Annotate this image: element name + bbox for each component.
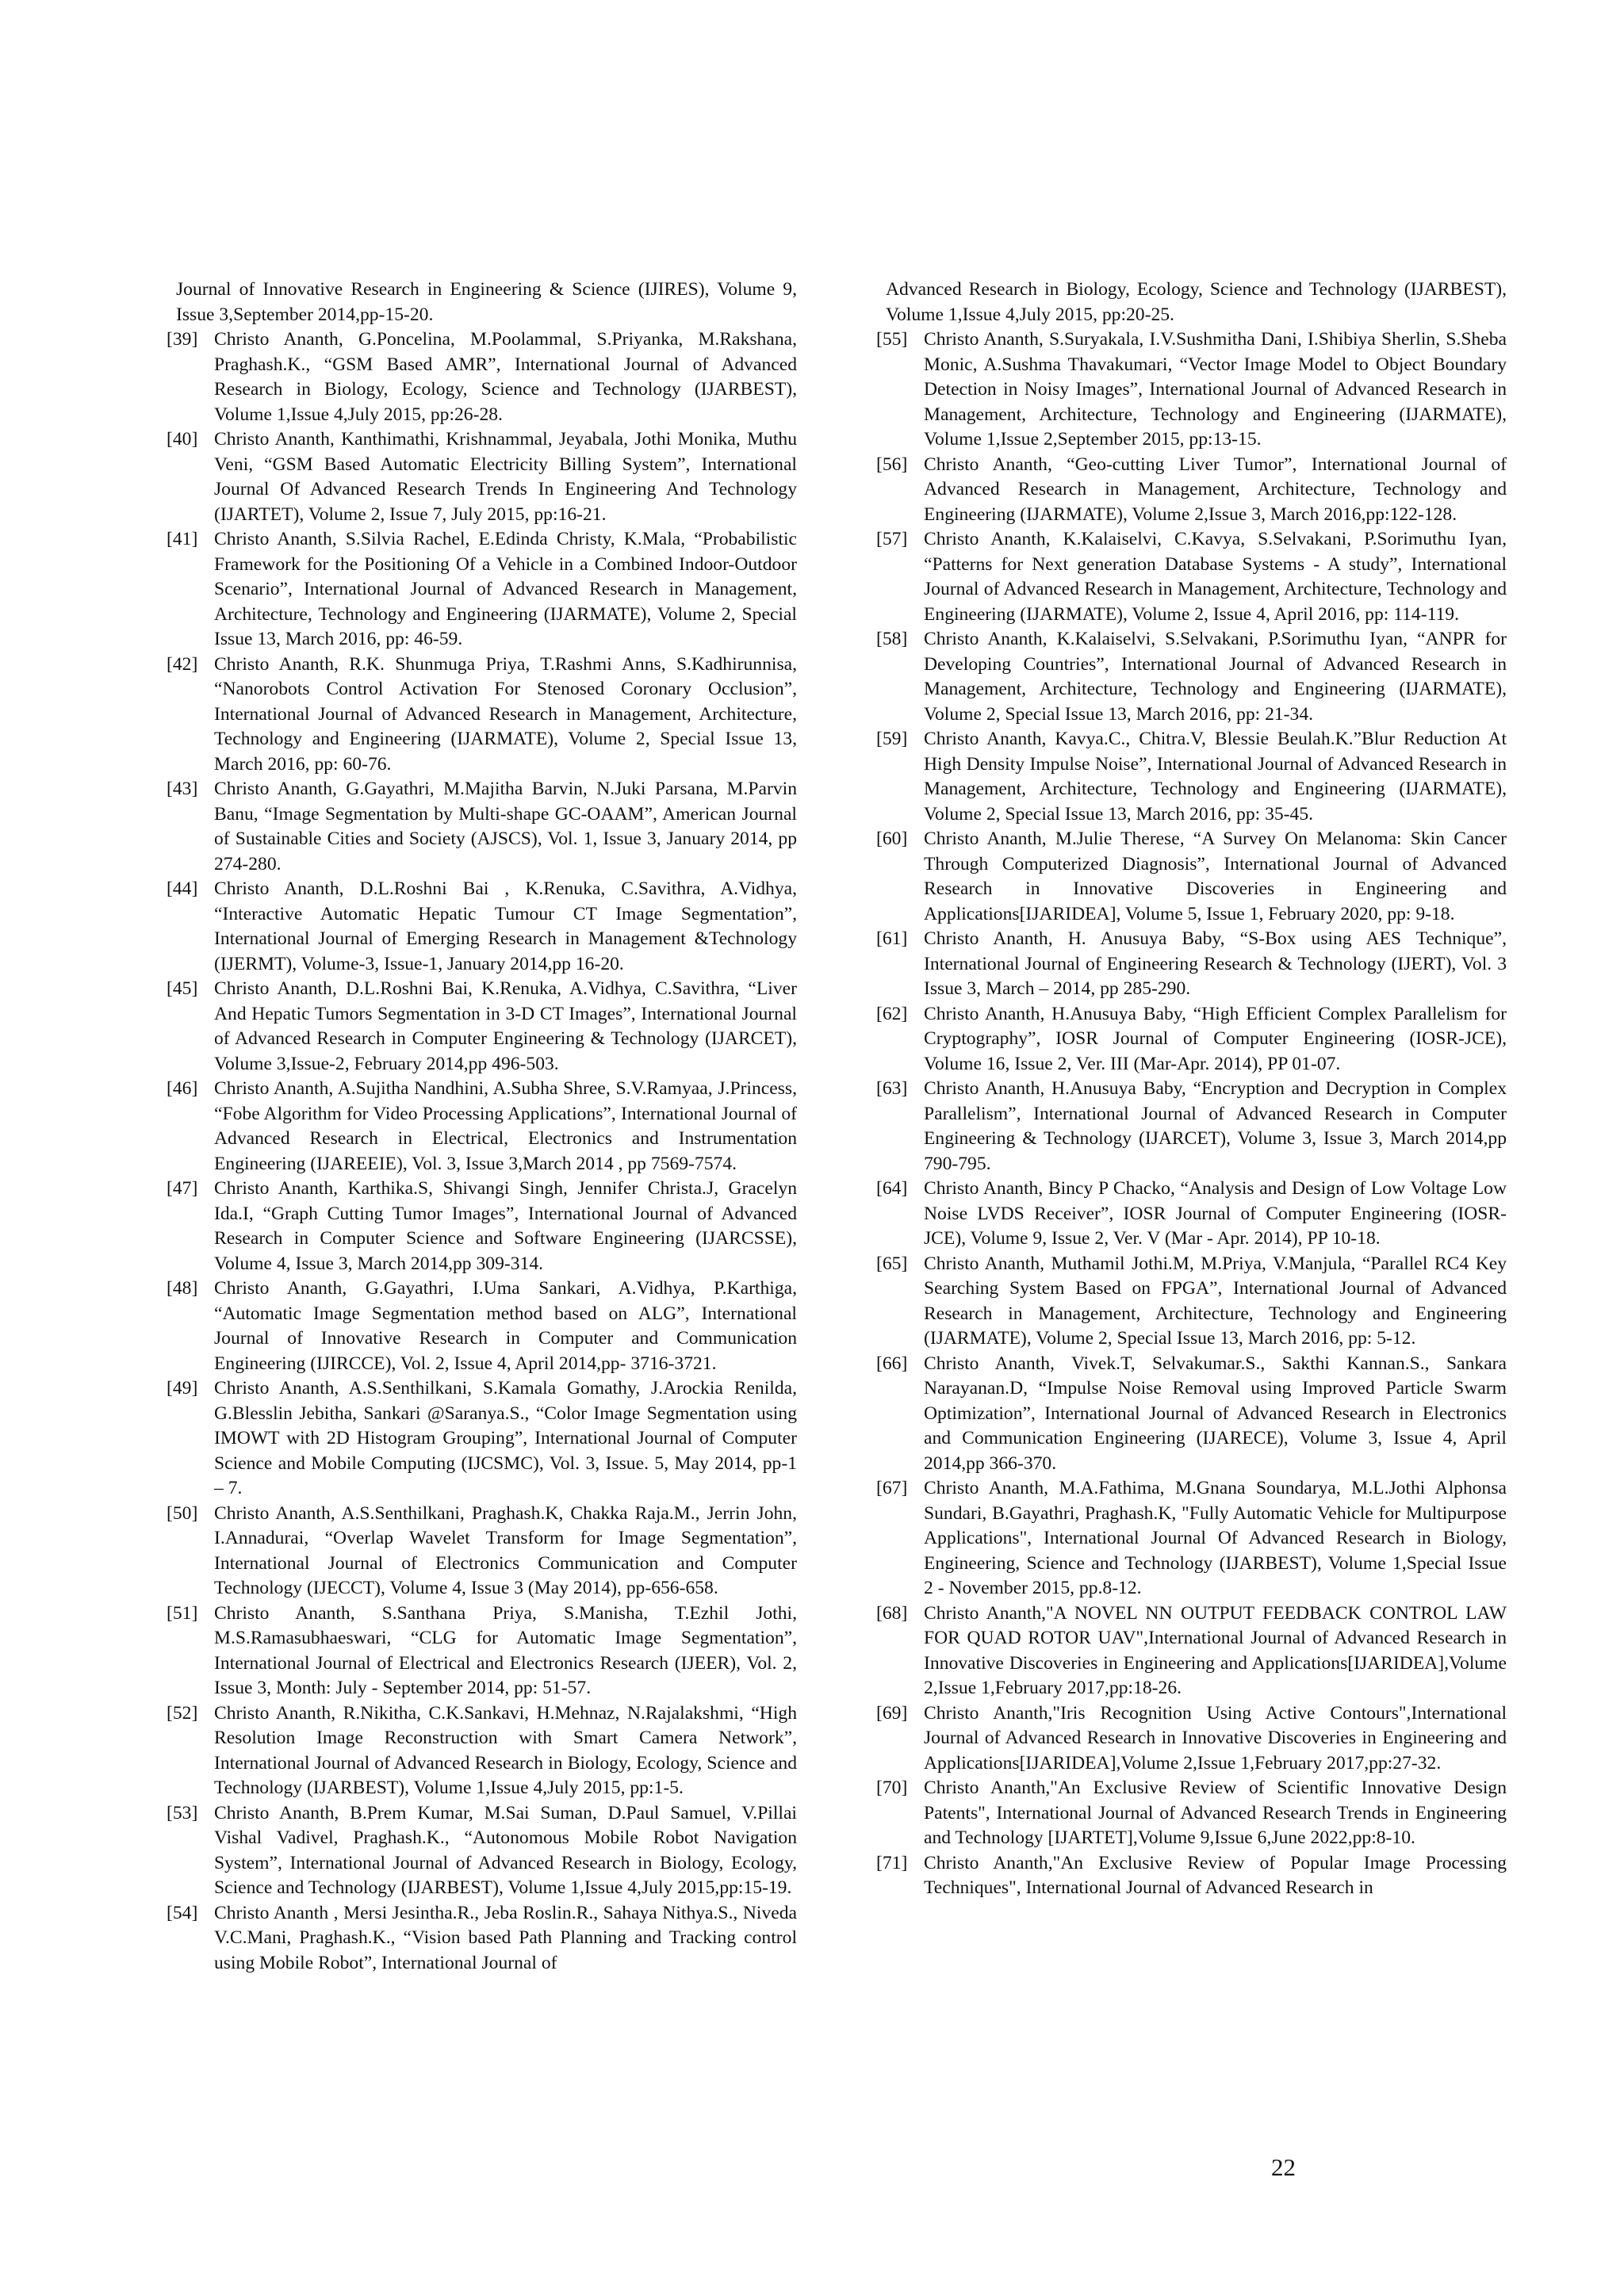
- reference-entry: [167, 977, 797, 1077]
- reference-text: Christo Ananth, D.L.Roshni Bai, K.Renuka, A.Vidhya, C.Savithra, “Liver And Hepatic Tumors Segmentation in 3-D CT Images”, International Journal of Advanced Research in Computer Engineering & Technology (IJARCET), Volume 3,Issue-2, February 2014,pp 496-503.: [214, 978, 797, 1074]
- reference-text: Christo Ananth , Mersi Jesintha.R., Jeba Roslin.R., Sahaya Nithya.S., Niveda V.C.Mani, Praghash.K., “Vision based Path Planning and Tracking control using Mobile Robot”, International Journal of: [214, 1902, 797, 1973]
- reference-text: Christo Ananth,"A NOVEL NN OUTPUT FEEDBACK CONTROL LAW FOR QUAD ROTOR UAV",International Journal of Advanced Research in Innovative Discoveries in Engineering and Applications[IJARIDEA],Volume 2,Issue 1,February 2017,pp:18-26.: [924, 1602, 1507, 1698]
- reference-number: [65]: [876, 1253, 908, 1274]
- reference-number: [62]: [876, 1003, 908, 1024]
- reference-entry: [876, 1701, 1507, 1777]
- reference-number: [45]: [167, 978, 198, 999]
- reference-number: [67]: [876, 1478, 908, 1498]
- reference-entry: [167, 1077, 797, 1177]
- reference-number: [60]: [876, 828, 908, 849]
- reference-text: Christo Ananth, H. Anusuya Baby, “S-Box using AES Technique”, International Journal of Engineering Research & Technology (IJERT), Vol. 3 Issue 3, March – 2014, pp 285-290.: [924, 928, 1507, 999]
- reference-text: Christo Ananth, A.S.Senthilkani, Praghash.K, Chakka Raja.M., Jerrin John, I.Annadurai, “Overlap Wavelet Transform for Image Segmentation”, International Journal of Electronics Communication and Computer Technology (IJECCT), Volume 4, Issue 3 (May 2014), pp-656-658.: [214, 1502, 797, 1598]
- reference-number: [43]: [167, 779, 198, 799]
- reference-text: Christo Ananth, Kanthimathi, Krishnammal, Jeyabala, Jothi Monika, Muthu Veni, “GSM Based Automatic Electricity Billing System”, International Journal Of Advanced Research Trends In Engineering And Technology (IJARTET), Volume 2, Issue 7, July 2015, pp:16-21.: [214, 429, 797, 525]
- reference-text: Christo Ananth, S.Silvia Rachel, E.Edinda Christy, K.Mala, “Probabilistic Framework for the Positioning Of a Vehicle in a Combined Indoor-Outdoor Scenario”, International Journal of Advanced Research in Management, Architecture, Technology and Engineering (IJARMATE), Volume 2, Special Issue 13, March 2016, pp: 46-59.: [214, 529, 797, 649]
- reference-number: [46]: [167, 1078, 198, 1099]
- reference-number: [44]: [167, 878, 198, 899]
- reference-entry: [167, 1177, 797, 1276]
- reference-entry: [876, 1002, 1507, 1077]
- reference-number: [57]: [876, 529, 908, 549]
- reference-entry: [167, 777, 797, 877]
- reference-text: Christo Ananth, S.Suryakala, I.V.Sushmitha Dani, I.Shibiya Sherlin, S.Sheba Monic, A.Sushma Thavakumari, “Vector Image Model to Object Boundary Detection in Noisy Images”, International Journal of Advanced Research in Management, Architecture, Technology and Engineering (IJARMATE), Volume 1,Issue 2,September 2015, pp:13-15.: [924, 329, 1507, 450]
- reference-number: [42]: [167, 653, 198, 675]
- reference-number: [52]: [167, 1702, 198, 1724]
- reference-text: Christo Ananth, “Geo-cutting Liver Tumor”, International Journal of Advanced Research in Management, Architecture, Technology and Engineering (IJARMATE), Volume 2,Issue 3, March 2016,pp:122-128.: [924, 453, 1507, 525]
- reference-text: Christo Ananth, D.L.Roshni Bai , K.Renuka, C.Savithra, A.Vidhya, “Interactive Automatic Hepatic Tumour CT Image Segmentation”, International Journal of Emerging Research in Management &Technology (IJERMT), Volume-3, Issue-1, January 2014,pp 16-20.: [214, 878, 797, 974]
- reference-entry: [167, 652, 797, 778]
- reference-entry: [876, 1851, 1507, 1901]
- reference-entry: [167, 1376, 797, 1502]
- reference-text: Christo Ananth, A.S.Senthilkani, S.Kamala Gomathy, J.Arockia Renilda, G.Blesslin Jebitha, Sankari @Saranya.S., “Color Image Segmentation using IMOWT with 2D Histogram Grouping”, International Journal of Computer Science and Mobile Computing (IJCSMC), Vol. 3, Issue. 5, May 2014, pp-1 – 7.: [214, 1378, 797, 1498]
- reference-text: Christo Ananth, K.Kalaiselvi, C.Kavya, S.Selvakani, P.Sorimuthu Iyan, “Patterns for Next generation Database Systems - A study”, International Journal of Advanced Research in Management, Architecture, Technology and Engineering (IJARMATE), Volume 2, Issue 4, April 2016, pp: 114-119.: [924, 529, 1507, 625]
- reference-entry: [876, 1077, 1507, 1177]
- right-column: [876, 277, 1507, 1901]
- reference-number: [51]: [167, 1602, 198, 1624]
- reference-text: Christo Ananth, Vivek.T, Selvakumar.S., Sakthi Kannan.S., Sankara Narayanan.D, “Impulse Noise Removal using Improved Particle Swarm Optimization”, International Journal of Advanced Research in Electronics and Communication Engineering (IJARECE), Volume 3, Issue 4, April 2014,pp 366-370.: [924, 1353, 1507, 1474]
- reference-entry: [876, 1776, 1507, 1851]
- reference-text: Christo Ananth, Bincy P Chacko, “Analysis and Design of Low Voltage Low Noise LVDS Receiver”, IOSR Journal of Computer Engineering (IOSR-JCE), Volume 9, Issue 2, Ver. V (Mar - Apr. 2014), PP 10-18.: [924, 1178, 1507, 1249]
- reference-number: [40]: [167, 429, 198, 450]
- reference-text: Christo Ananth, Kavya.C., Chitra.V, Blessie Beulah.K.”Blur Reduction At High Density Impulse Noise”, International Journal of Advanced Research in Management, Architecture, Technology and Engineering (IJARMATE), Volume 2, Special Issue 13, March 2016, pp: 35-45.: [924, 729, 1507, 825]
- reference-entry: [876, 627, 1507, 727]
- reference-text: Christo Ananth, H.Anusuya Baby, “High Efficient Complex Parallelism for Cryptography”, IOSR Journal of Computer Engineering (IOSR-JCE), Volume 16, Issue 2, Ver. III (Mar-Apr. 2014), PP 01-07.: [924, 1003, 1507, 1074]
- reference-entry: [167, 1276, 797, 1376]
- reference-entry: [876, 1252, 1507, 1352]
- reference-entry: [876, 1476, 1507, 1601]
- reference-entry: [167, 527, 797, 652]
- reference-entry: [167, 1901, 797, 1976]
- reference-text: Christo Ananth, M.A.Fathima, M.Gnana Soundarya, M.L.Jothi Alphonsa Sundari, B.Gayathri, Praghash.K, "Fully Automatic Vehicle for Multipurpose Applications", International Journal Of Advanced Research in Biology, Engineering, Science and Technology (IJARBEST), Volume 1,Special Issue 2 - November 2015, pp.8-12.: [924, 1478, 1507, 1598]
- reference-entry: [167, 1701, 797, 1801]
- reference-number: [70]: [876, 1777, 908, 1798]
- reference-text: Christo Ananth, R.Nikitha, C.K.Sankavi, H.Mehnaz, N.Rajalakshmi, “High Resolution Image Reconstruction with Smart Camera Network”, International Journal of Advanced Research in Biology, Ecology, Science and Technology (IJARBEST), Volume 1,Issue 4,July 2015, pp:1-5.: [214, 1702, 797, 1798]
- reference-number: [56]: [876, 453, 908, 475]
- reference-number: [69]: [876, 1702, 908, 1724]
- reference-entry: [876, 1601, 1507, 1701]
- reference-number: [54]: [167, 1902, 198, 1923]
- reference-number: [48]: [167, 1278, 198, 1299]
- reference-entry: [167, 327, 797, 427]
- reference-entry: [167, 1502, 797, 1601]
- reference-number: [49]: [167, 1378, 198, 1399]
- reference-text: Christo Ananth,"An Exclusive Review of Scientific Innovative Design Patents", International Journal of Advanced Research Trends in Engineering and Technology [IJARTET],Volume 9,Issue 6,June 2022,pp:8-10.: [924, 1777, 1507, 1848]
- reference-number: [50]: [167, 1502, 198, 1524]
- reference-text: Christo Ananth, Muthamil Jothi.M, M.Priya, V.Manjula, “Parallel RC4 Key Searching System Based on FPGA”, International Journal of Advanced Research in Management, Architecture, Technology and Engineering (IJARMATE), Volume 2, Special Issue 13, March 2016, pp: 5-12.: [924, 1253, 1507, 1349]
- reference-text: Christo Ananth, S.Santhana Priya, S.Manisha, T.Ezhil Jothi, M.S.Ramasubhaeswari, “CLG for Automatic Image Segmentation”, International Journal of Electrical and Electronics Research (IJEER), Vol. 2, Issue 3, Month: July - September 2014, pp: 51-57.: [214, 1602, 797, 1698]
- reference-text: Christo Ananth, K.Kalaiselvi, S.Selvakani, P.Sorimuthu Iyan, “ANPR for Developing Countries”, International Journal of Advanced Research in Management, Architecture, Technology and Engineering (IJARMATE), Volume 2, Special Issue 13, March 2016, pp: 21-34.: [924, 629, 1507, 725]
- reference-number: [58]: [876, 629, 908, 649]
- reference-entry: [167, 1601, 797, 1701]
- left-column: [167, 277, 797, 1976]
- reference-text: Christo Ananth, M.Julie Therese, “A Survey On Melanoma: Skin Cancer Through Computerized Diagnosis”, International Journal of Advanced Research in Innovative Discoveries in Engineering and Applications[IJARIDEA], Volume 5, Issue 1, February 2020, pp: 9-18.: [924, 828, 1507, 924]
- reference-number: [66]: [876, 1353, 908, 1374]
- reference-text: Christo Ananth, A.Sujitha Nandhini, A.Subha Shree, S.V.Ramyaa, J.Princess, “Fobe Algorithm for Video Processing Applications”, International Journal of Advanced Research in Electrical, Electronics and Instrumentation Engineering (IJAREEIE), Vol. 3, Issue 3,March 2014 , pp 7569-7574.: [214, 1078, 797, 1174]
- reference-number: [63]: [876, 1078, 908, 1099]
- reference-number: [68]: [876, 1602, 908, 1624]
- reference-text: Christo Ananth, G.Gayathri, I.Uma Sankari, A.Vidhya, P.Karthiga, “Automatic Image Segmentation method based on ALG”, International Journal of Innovative Research in Computer and Communication Engineering (IJIRCCE), Vol. 2, Issue 4, April 2014,pp- 3716-3721.: [214, 1278, 797, 1374]
- reference-entry: [167, 1801, 797, 1901]
- reference-number: [61]: [876, 928, 908, 949]
- reference-text: Christo Ananth, Karthika.S, Shivangi Singh, Jennifer Christa.J, Gracelyn Ida.I, “Graph Cutting Tumor Images”, International Journal of Advanced Research in Computer Science and Software Engineering (IJARCSSE), Volume 4, Issue 3, March 2014,pp 309-314.: [214, 1178, 797, 1274]
- reference-text: Christo Ananth, R.K. Shunmuga Priya, T.Rashmi Anns, S.Kadhirunnisa, “Nanorobots Control Activation For Stenosed Coronary Occlusion”, International Journal of Advanced Research in Management, Architecture, Technology and Engineering (IJARMATE), Volume 2, Special Issue 13, March 2016, pp: 60-76.: [214, 653, 797, 775]
- reference-continuation: Advanced Research in Biology, Ecology, Science and Technology (IJARBEST), Volume 1,Issue 4,July 2015, pp:20-25.: [886, 279, 1507, 325]
- reference-entry: [876, 827, 1507, 927]
- reference-number: [64]: [876, 1178, 908, 1199]
- reference-entry: [876, 527, 1507, 627]
- reference-number: [59]: [876, 729, 908, 749]
- reference-text: Christo Ananth, H.Anusuya Baby, “Encryption and Decryption in Complex Parallelism”, International Journal of Advanced Research in Computer Engineering & Technology (IJARCET), Volume 3, Issue 3, March 2014,pp 790-795.: [924, 1078, 1507, 1174]
- reference-number: [71]: [876, 1852, 908, 1873]
- reference-number: [53]: [167, 1802, 198, 1823]
- reference-text: Christo Ananth, G.Poncelina, M.Poolammal, S.Priyanka, M.Rakshana, Praghash.K., “GSM Based AMR”, International Journal of Advanced Research in Biology, Ecology, Science and Technology (IJARBEST), Volume 1,Issue 4,July 2015, pp:26-28.: [214, 329, 797, 425]
- reference-text: Christo Ananth,"Iris Recognition Using Active Contours",International Journal of Advanced Research in Innovative Discoveries in Engineering and Applications[IJARIDEA],Volume 2,Issue 1,February 2017,pp:27-32.: [924, 1702, 1507, 1774]
- reference-number: [47]: [167, 1178, 198, 1199]
- reference-continuation: Journal of Innovative Research in Engineering & Science (IJIRES), Volume 9, Issue 3,September 2014,pp-15-20.: [176, 279, 797, 325]
- reference-text: Christo Ananth, B.Prem Kumar, M.Sai Suman, D.Paul Samuel, V.Pillai Vishal Vadivel, Praghash.K., “Autonomous Mobile Robot Navigation System”, International Journal of Advanced Research in Biology, Ecology, Science and Technology (IJARBEST), Volume 1,Issue 4,July 2015,pp:15-19.: [214, 1802, 797, 1898]
- reference-number: [55]: [876, 329, 908, 350]
- reference-entry: [876, 927, 1507, 1002]
- reference-entry: [876, 327, 1507, 453]
- reference-entry: [876, 1177, 1507, 1252]
- reference-text: Christo Ananth,"An Exclusive Review of Popular Image Processing Techniques", International Journal of Advanced Research in: [924, 1852, 1507, 1898]
- reference-number: [39]: [167, 329, 198, 350]
- reference-entry: [167, 427, 797, 527]
- page-number: 22: [1271, 2153, 1296, 2181]
- reference-entry: [876, 727, 1507, 827]
- reference-text: Christo Ananth, G.Gayathri, M.Majitha Barvin, N.Juki Parsana, M.Parvin Banu, “Image Segmentation by Multi-shape GC-OAAM”, American Journal of Sustainable Cities and Society (AJSCS), Vol. 1, Issue 3, January 2014, pp 274-280.: [214, 779, 797, 874]
- reference-entry: [876, 1352, 1507, 1477]
- reference-entry: [167, 877, 797, 977]
- reference-number: [41]: [167, 529, 198, 549]
- reference-entry: [876, 453, 1507, 528]
